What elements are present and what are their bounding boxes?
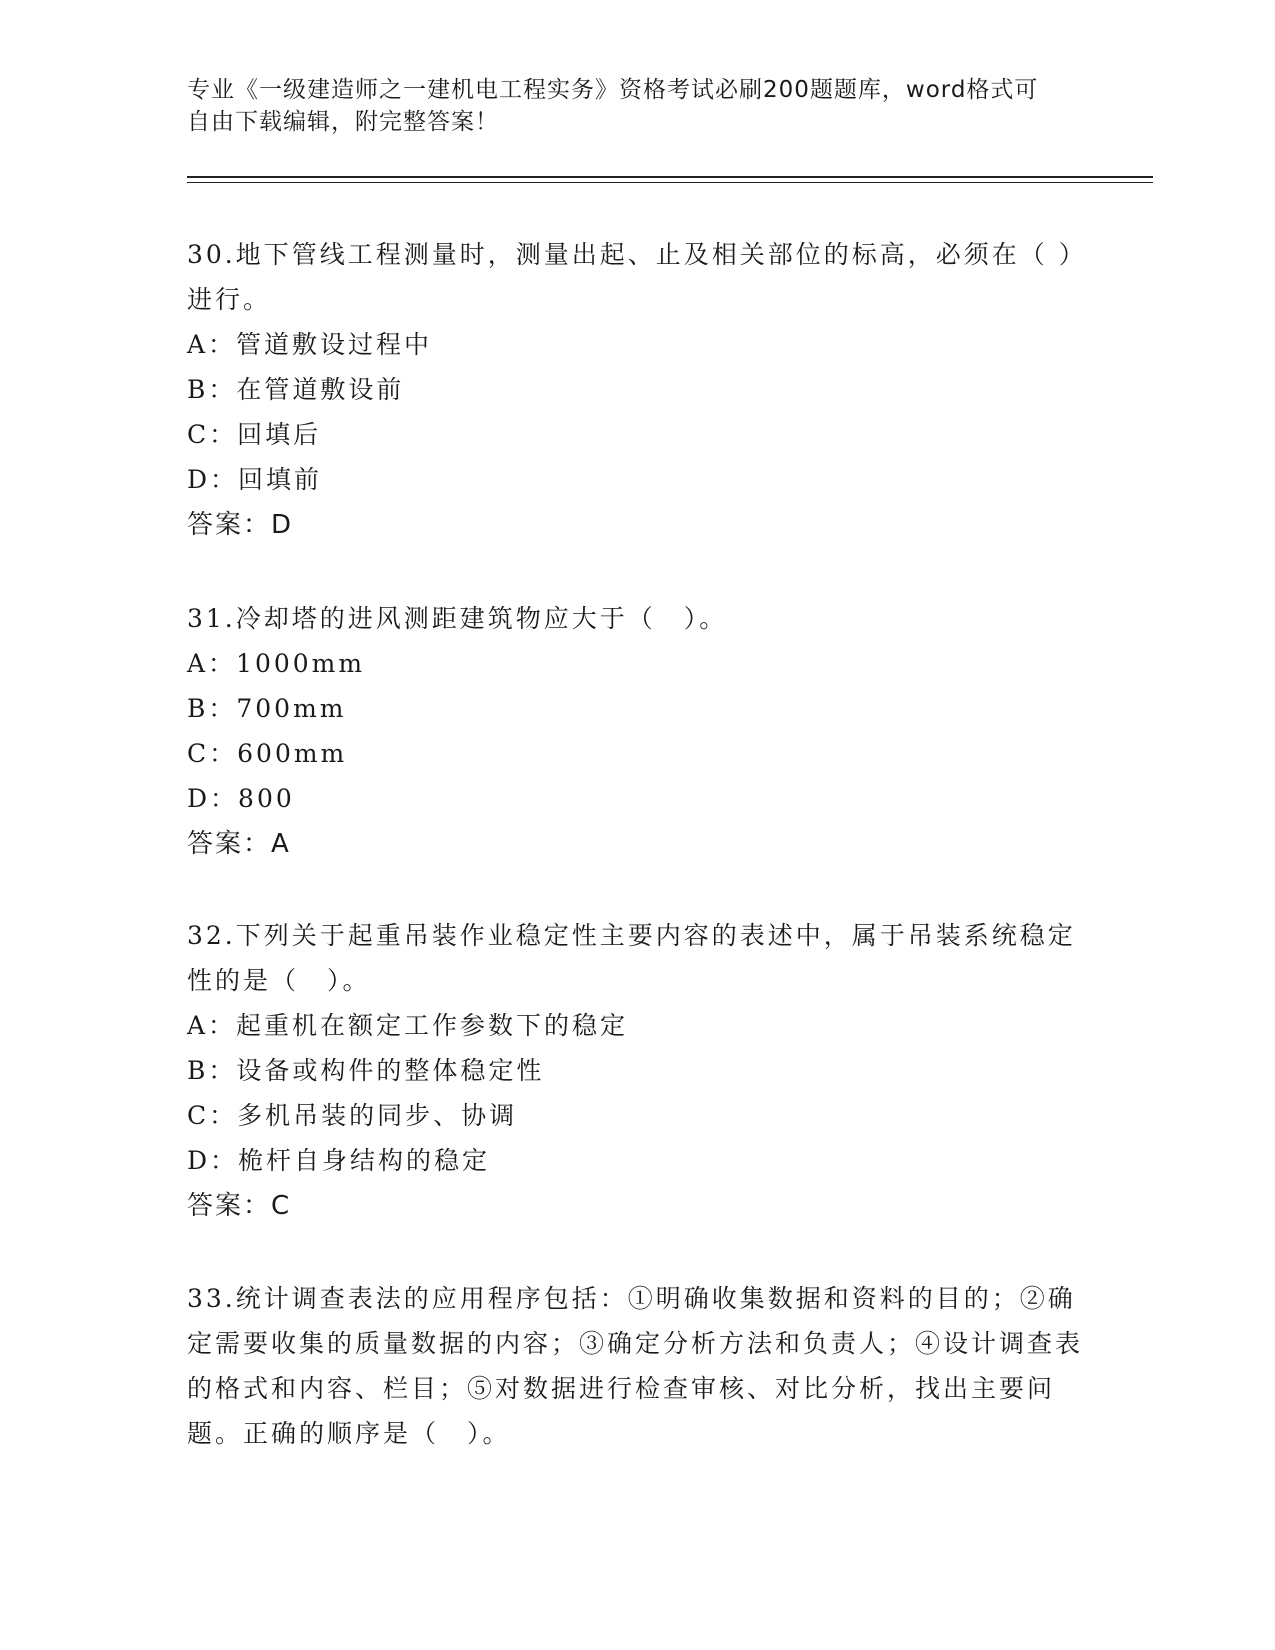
option-d: D：回填前 (187, 465, 323, 494)
question-30 (187, 232, 1087, 548)
document-header (187, 74, 1067, 138)
header-line-1: 专业《一级建造师之一建机电工程实务》资格考试必刷200题题库，word格式可 (187, 77, 1039, 103)
option-b: B：700mm (187, 694, 347, 723)
option-b: B：在管道敷设前 (187, 375, 405, 404)
answer: 答案：C (187, 1191, 292, 1221)
option-c: C：多机吊装的同步、协调 (187, 1101, 518, 1130)
option-d: D：800 (187, 784, 295, 813)
header-divider-thick (187, 176, 1153, 178)
question-31 (187, 596, 1087, 867)
answer: 答案：A (187, 829, 291, 859)
question-text: 33.统计调查表法的应用程序包括：①明确收集数据和资料的目的；②确定需要收集的质量数据的内容；③确定分析方法和负责人；④设计调查表的格式和内容、栏目；⑤对数据进行检查审核、对比分析，找出主要问题。正确的顺序是（ ）。 (187, 1284, 1084, 1448)
header-line-2: 自由下载编辑，附完整答案！ (187, 109, 499, 135)
question-text: 31.冷却塔的进风测距建筑物应大于（ ）。 (187, 604, 728, 633)
question-33 (187, 1276, 1087, 1456)
header-divider-thin (187, 182, 1153, 183)
option-a: A：起重机在额定工作参数下的稳定 (187, 1011, 629, 1040)
question-text: 32.下列关于起重吊装作业稳定性主要内容的表述中，属于吊装系统稳定性的是（ ）。 (187, 921, 1076, 995)
option-a: A：管道敷设过程中 (187, 330, 433, 359)
option-c: C：回填后 (187, 420, 322, 449)
option-d: D：桅杆自身结构的稳定 (187, 1146, 491, 1175)
answer: 答案：D (187, 510, 294, 540)
option-c: C：600mm (187, 739, 348, 768)
option-a: A：1000mm (187, 649, 366, 678)
question-text: 30.地下管线工程测量时，测量出起、止及相关部位的标高，必须在（ ）进行。 (187, 240, 1087, 314)
option-b: B：设备或构件的整体稳定性 (187, 1056, 545, 1085)
question-32 (187, 913, 1087, 1229)
